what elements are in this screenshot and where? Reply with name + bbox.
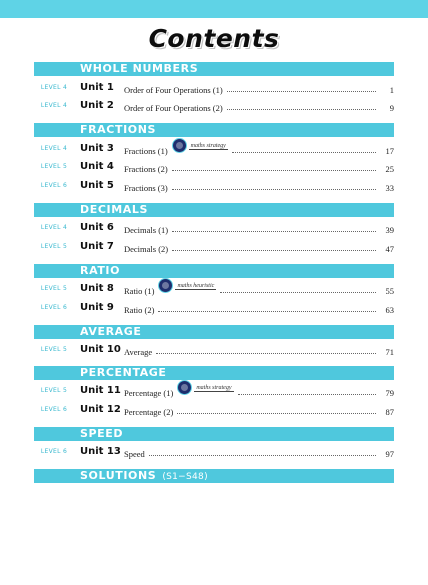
page-number: 79 (385, 388, 394, 398)
level-label: LEVEL 5 (40, 285, 68, 292)
page-number: 71 (385, 347, 394, 357)
section-header-average: AVERAGE (34, 325, 394, 339)
page-number: 1 (389, 85, 394, 95)
topic-title: Order of Four Operations (1) (124, 85, 223, 95)
dot-leader (238, 394, 377, 395)
toc-row-unit-12[interactable] (34, 404, 394, 418)
unit-label: Unit 9 (80, 302, 114, 313)
unit-label: Unit 1 (80, 82, 114, 93)
page-number: 17 (385, 146, 394, 156)
page-number: 39 (385, 225, 394, 235)
dot-leader (227, 91, 376, 92)
toc-row-unit-6[interactable] (34, 222, 394, 236)
unit-label: Unit 3 (80, 143, 114, 154)
page-number: 63 (385, 305, 394, 315)
toc-row-unit-5[interactable] (34, 180, 394, 194)
topic-title: Order of Four Operations (2) (124, 103, 223, 113)
unit-label: Unit 8 (80, 283, 114, 294)
section-header-fractions: FRACTIONS (34, 123, 394, 137)
level-label: LEVEL 5 (40, 243, 68, 250)
topic-title: Speed (124, 449, 145, 459)
page-number: 97 (385, 449, 394, 459)
topic-title: Decimals (2) (124, 244, 169, 254)
toc-row-unit-10[interactable] (34, 344, 394, 358)
topic-title: Percentage (2) (124, 407, 174, 417)
toc-row-unit-2[interactable] (34, 100, 394, 114)
unit-label: Unit 12 (80, 404, 121, 415)
level-label: LEVEL 4 (40, 224, 68, 231)
page-number: 25 (385, 164, 394, 174)
maths-strategy-badge-icon (172, 138, 187, 153)
dot-leader (149, 455, 376, 456)
level-label: LEVEL 5 (40, 387, 68, 394)
section-header-decimals: DECIMALS (34, 203, 394, 217)
page-number: 9 (389, 103, 394, 113)
level-label: LEVEL 6 (40, 406, 68, 413)
toc-row-unit-7[interactable] (34, 241, 394, 255)
top-color-band (0, 0, 428, 18)
unit-label: Unit 2 (80, 100, 114, 111)
topic-title: Fractions (1) (124, 146, 168, 156)
toc-row-unit-9[interactable] (34, 302, 394, 316)
section-header-percentage: PERCENTAGE (34, 366, 394, 380)
dot-leader (172, 250, 376, 251)
toc-row-unit-11[interactable] (34, 385, 394, 399)
unit-label: Unit 11 (80, 385, 121, 396)
level-label: LEVEL 4 (40, 102, 68, 109)
maths-strategy-badge-icon (177, 380, 192, 395)
level-label: LEVEL 6 (40, 182, 68, 189)
level-label: LEVEL 4 (40, 84, 68, 91)
section-header-speed: SPEED (34, 427, 394, 441)
strategy-label: maths strategy (196, 385, 232, 391)
dot-leader (158, 311, 376, 312)
dot-leader (220, 292, 376, 293)
level-label: LEVEL 6 (40, 448, 68, 455)
section-header-whole-numbers: WHOLE NUMBERS (34, 62, 394, 76)
unit-label: Unit 13 (80, 446, 121, 457)
dot-leader (172, 231, 376, 232)
topic-title: Fractions (2) (124, 164, 168, 174)
dot-leader (172, 170, 376, 171)
toc-row-unit-1[interactable] (34, 82, 394, 96)
unit-label: Unit 5 (80, 180, 114, 191)
topic-title: Decimals (1) (124, 225, 169, 235)
strategy-label: maths strategy (190, 143, 226, 149)
level-label: LEVEL 5 (40, 163, 68, 170)
unit-label: Unit 7 (80, 241, 114, 252)
page-title: Contents (148, 24, 280, 53)
dot-leader (156, 353, 376, 354)
topic-title: Average (124, 347, 153, 357)
page-number: 55 (385, 286, 394, 296)
dot-leader (177, 413, 376, 414)
topic-title: Ratio (1) (124, 286, 155, 296)
toc-row-unit-8[interactable] (34, 283, 394, 297)
unit-label: Unit 4 (80, 161, 114, 172)
topic-title: Percentage (1) (124, 388, 174, 398)
unit-label: Unit 10 (80, 344, 121, 355)
section-header-ratio: RATIO (34, 264, 394, 278)
page-number: 47 (385, 244, 394, 254)
topic-title: Ratio (2) (124, 305, 155, 315)
unit-label: Unit 6 (80, 222, 114, 233)
maths-heuristic-badge-icon (158, 278, 173, 293)
toc-row-unit-4[interactable] (34, 161, 394, 175)
level-label: LEVEL 5 (40, 346, 68, 353)
strategy-label: maths heuristic (177, 283, 215, 289)
solutions-page-range: (S1−S48) (162, 472, 208, 482)
level-label: LEVEL 4 (40, 145, 68, 152)
page-number: 87 (385, 407, 394, 417)
dot-leader (232, 152, 376, 153)
dot-leader (227, 109, 376, 110)
dot-leader (172, 189, 376, 190)
page-number: 33 (385, 183, 394, 193)
topic-title: Fractions (3) (124, 183, 168, 193)
toc-row-unit-13[interactable] (34, 446, 394, 460)
toc-row-unit-3[interactable] (34, 143, 394, 157)
section-header-solutions[interactable]: SOLUTIONS (S1−S48) (34, 469, 394, 483)
level-label: LEVEL 6 (40, 304, 68, 311)
